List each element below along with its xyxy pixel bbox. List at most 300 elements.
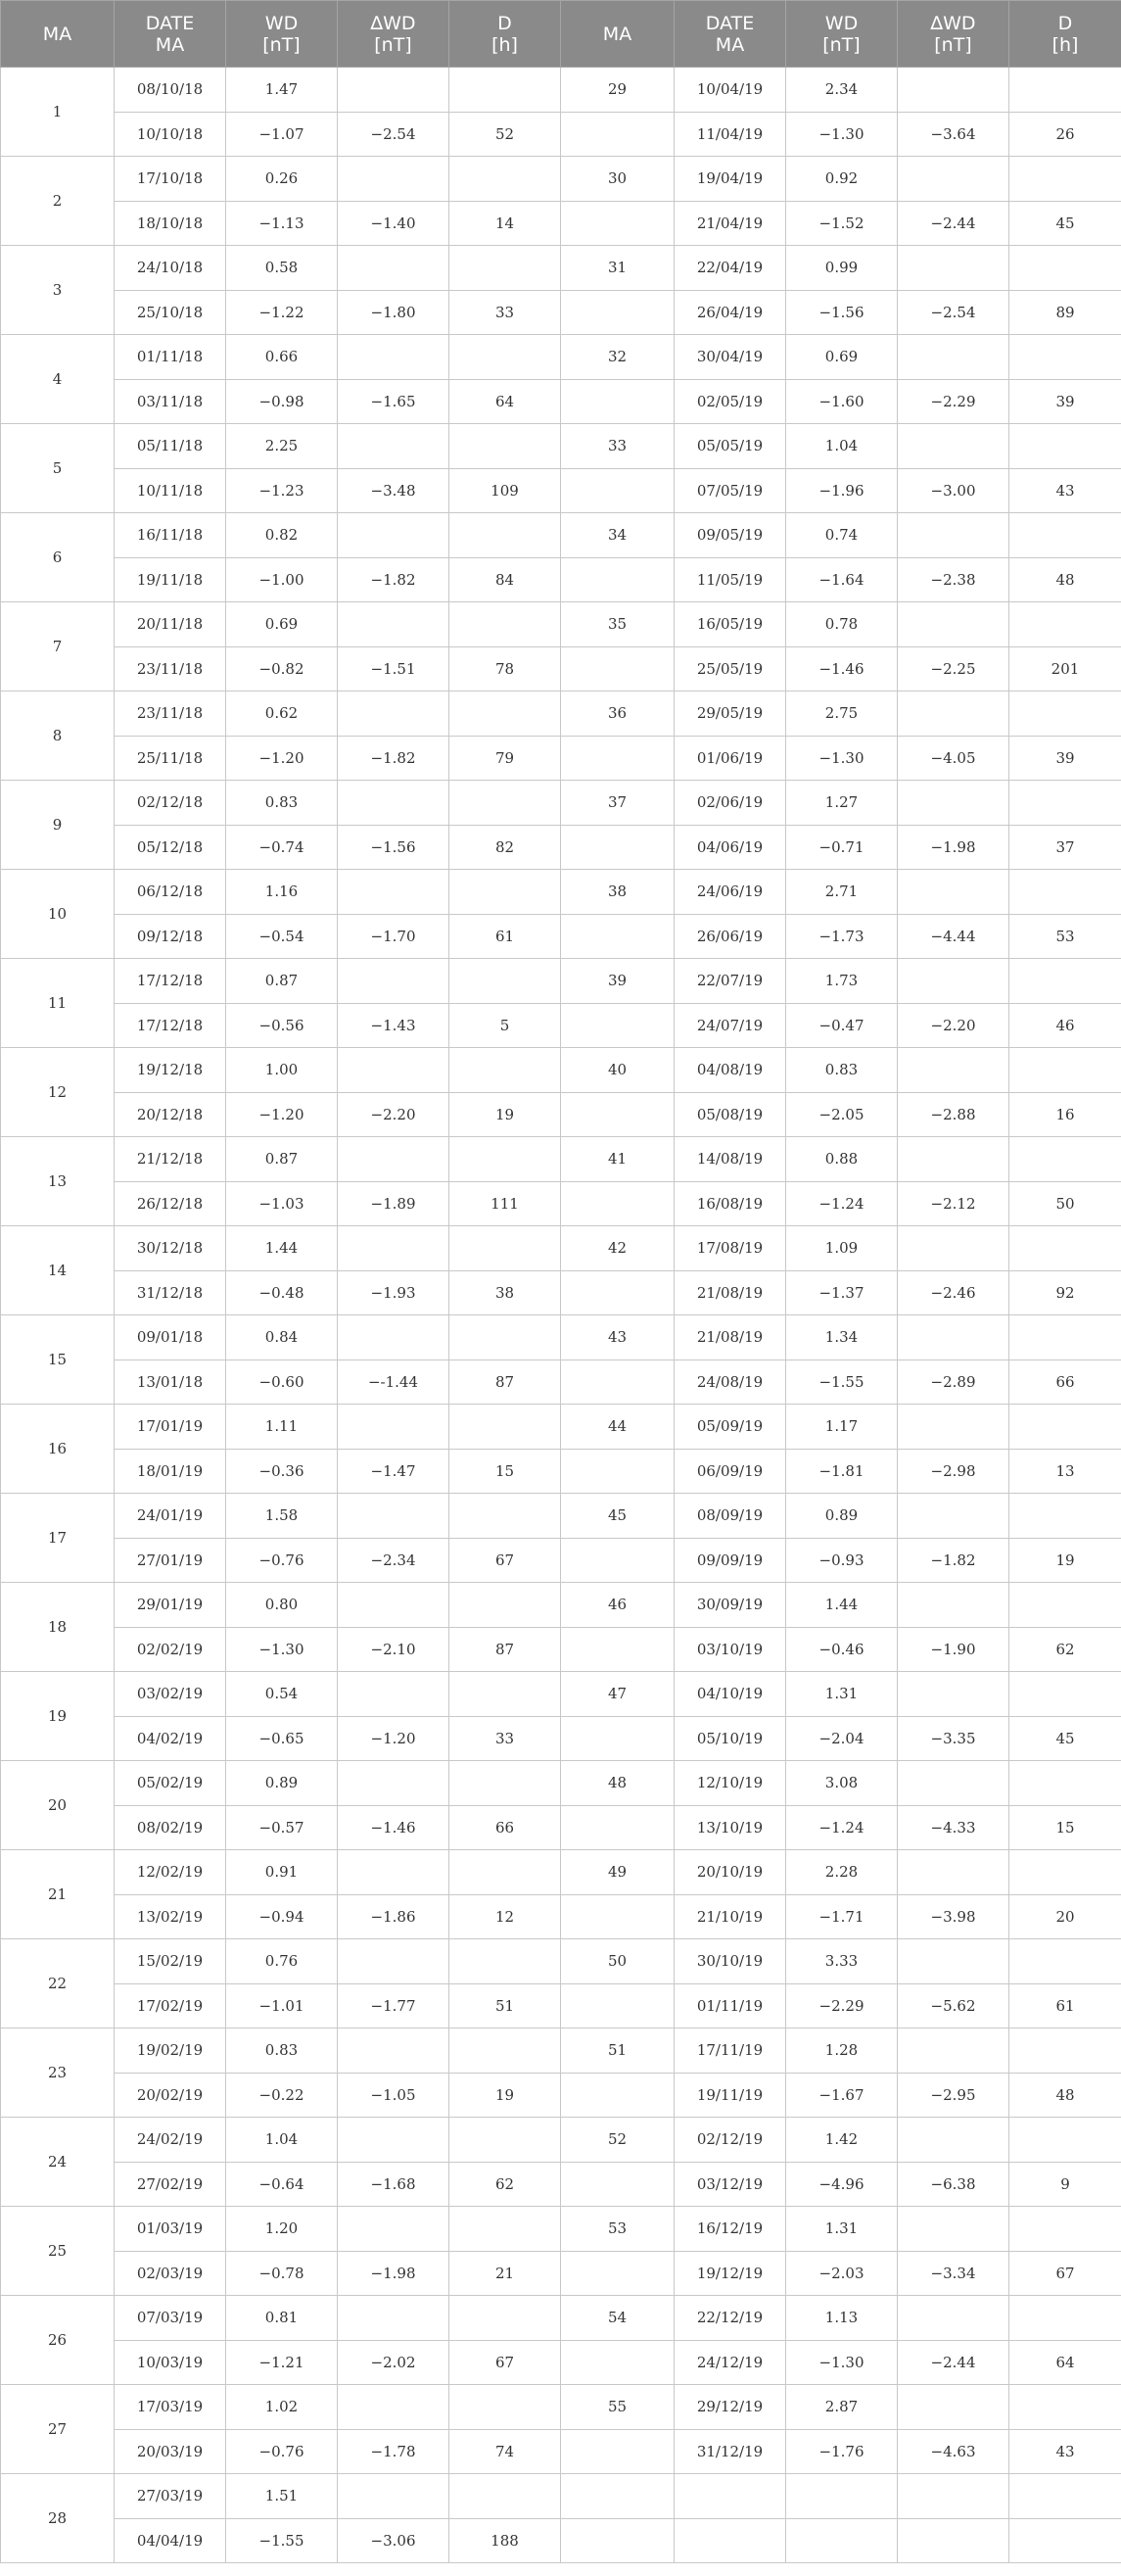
duration-cell: 62 bbox=[1009, 1627, 1121, 1672]
duration-cell bbox=[449, 1761, 561, 1806]
delta-wd-cell bbox=[338, 781, 449, 826]
delta-wd-cell: −1.82 bbox=[338, 736, 449, 781]
duration-cell: 84 bbox=[449, 557, 561, 602]
ma-number: 29 bbox=[561, 68, 675, 113]
duration-cell: 16 bbox=[1009, 1092, 1121, 1137]
duration-cell: 82 bbox=[449, 825, 561, 870]
table-row bbox=[1, 1983, 1121, 2028]
wd-cell: −1.07 bbox=[226, 112, 338, 157]
date-cell: 25/05/19 bbox=[675, 646, 786, 692]
duration-cell: 62 bbox=[449, 2162, 561, 2207]
wd-cell: 0.66 bbox=[226, 335, 338, 380]
ma-number: 22 bbox=[1, 1939, 115, 2028]
wd-cell: −1.71 bbox=[786, 1894, 898, 1939]
ma-number: 12 bbox=[1, 1048, 115, 1137]
table-row bbox=[1, 246, 1121, 291]
wd-cell: 1.73 bbox=[786, 959, 898, 1004]
date-cell: 21/04/19 bbox=[675, 201, 786, 246]
date-cell: 24/10/18 bbox=[115, 246, 226, 291]
delta-wd-cell: −4.63 bbox=[898, 2429, 1009, 2474]
delta-wd-cell: −1.89 bbox=[338, 1181, 449, 1226]
date-cell: 05/09/19 bbox=[675, 1405, 786, 1450]
delta-wd-cell: −2.25 bbox=[898, 646, 1009, 692]
delta-wd-cell bbox=[898, 1315, 1009, 1360]
table-body bbox=[1, 68, 1121, 2563]
wd-cell: −0.65 bbox=[226, 1716, 338, 1761]
delta-wd-cell: −2.44 bbox=[898, 201, 1009, 246]
delta-wd-cell bbox=[338, 692, 449, 737]
delta-wd-cell: −3.35 bbox=[898, 1716, 1009, 1761]
date-cell: 20/02/19 bbox=[115, 2073, 226, 2118]
delta-wd-cell: −2.20 bbox=[338, 1092, 449, 1137]
wd-cell: −0.71 bbox=[786, 825, 898, 870]
duration-cell: 19 bbox=[449, 1092, 561, 1137]
delta-wd-cell bbox=[898, 1048, 1009, 1093]
wd-cell: 1.31 bbox=[786, 2207, 898, 2252]
delta-wd-cell: −2.89 bbox=[898, 1360, 1009, 1405]
duration-cell bbox=[1009, 1048, 1121, 1093]
date-cell: 10/04/19 bbox=[675, 68, 786, 113]
ma-number: 41 bbox=[561, 1137, 675, 1182]
table-row bbox=[1, 2207, 1121, 2252]
table-row bbox=[1, 1939, 1121, 1984]
date-cell: 19/12/18 bbox=[115, 1048, 226, 1093]
date-cell: 07/05/19 bbox=[675, 468, 786, 513]
duration-cell: 19 bbox=[1009, 1538, 1121, 1583]
date-cell: 16/08/19 bbox=[675, 1181, 786, 1226]
ma-number bbox=[561, 2251, 675, 2296]
duration-cell bbox=[1009, 959, 1121, 1004]
ma-number bbox=[561, 1538, 675, 1583]
delta-wd-cell: −3.34 bbox=[898, 2251, 1009, 2296]
duration-cell bbox=[449, 2296, 561, 2341]
duration-cell bbox=[449, 513, 561, 558]
wd-cell: 0.62 bbox=[226, 692, 338, 737]
duration-cell: 20 bbox=[1009, 1894, 1121, 1939]
delta-wd-cell bbox=[338, 1137, 449, 1182]
delta-wd-cell: −1.82 bbox=[898, 1538, 1009, 1583]
delta-wd-cell bbox=[338, 2028, 449, 2074]
duration-cell: 15 bbox=[1009, 1805, 1121, 1850]
date-cell: 16/12/19 bbox=[675, 2207, 786, 2252]
ma-number: 24 bbox=[1, 2118, 115, 2207]
wd-cell: −0.36 bbox=[226, 1449, 338, 1494]
ma-number bbox=[561, 646, 675, 692]
delta-wd-cell: −2.95 bbox=[898, 2073, 1009, 2118]
delta-wd-cell: −1.40 bbox=[338, 201, 449, 246]
date-cell: 30/10/19 bbox=[675, 1939, 786, 1984]
delta-wd-cell: −2.34 bbox=[338, 1538, 449, 1583]
delta-wd-cell: −1.05 bbox=[338, 2073, 449, 2118]
ma-number bbox=[561, 557, 675, 602]
duration-cell bbox=[449, 1939, 561, 1984]
delta-wd-cell bbox=[898, 870, 1009, 915]
date-cell: 21/08/19 bbox=[675, 1270, 786, 1315]
duration-cell bbox=[449, 1137, 561, 1182]
wd-cell: −1.22 bbox=[226, 290, 338, 335]
duration-cell bbox=[1009, 870, 1121, 915]
duration-cell bbox=[1009, 1672, 1121, 1717]
delta-wd-cell: −1.56 bbox=[338, 825, 449, 870]
duration-cell bbox=[449, 1315, 561, 1360]
date-cell: 09/01/18 bbox=[115, 1315, 226, 1360]
delta-wd-cell bbox=[898, 68, 1009, 113]
ma-number bbox=[561, 1716, 675, 1761]
ma-number bbox=[561, 1805, 675, 1850]
delta-wd-cell bbox=[338, 513, 449, 558]
date-cell: 30/12/18 bbox=[115, 1226, 226, 1271]
date-cell: 04/06/19 bbox=[675, 825, 786, 870]
date-cell: 18/10/18 bbox=[115, 201, 226, 246]
table-row bbox=[1, 1226, 1121, 1271]
ma-number: 40 bbox=[561, 1048, 675, 1093]
wd-cell: 1.20 bbox=[226, 2207, 338, 2252]
wd-cell: 0.91 bbox=[226, 1850, 338, 1895]
duration-cell bbox=[1009, 157, 1121, 202]
delta-wd-cell: −1.98 bbox=[338, 2251, 449, 2296]
wd-cell: 0.69 bbox=[786, 335, 898, 380]
date-cell: 05/12/18 bbox=[115, 825, 226, 870]
wd-cell: −1.55 bbox=[786, 1360, 898, 1405]
delta-wd-cell bbox=[338, 2207, 449, 2252]
table-row bbox=[1, 1181, 1121, 1226]
wd-cell: 1.44 bbox=[786, 1583, 898, 1628]
duration-cell: 39 bbox=[1009, 379, 1121, 424]
delta-wd-cell bbox=[338, 1761, 449, 1806]
ma-number: 54 bbox=[561, 2296, 675, 2341]
wd-cell: −1.30 bbox=[786, 736, 898, 781]
date-cell: 05/10/19 bbox=[675, 1716, 786, 1761]
delta-wd-cell: −1.43 bbox=[338, 1003, 449, 1048]
wd-cell: 1.42 bbox=[786, 2118, 898, 2163]
date-cell: 08/10/18 bbox=[115, 68, 226, 113]
duration-cell: 33 bbox=[449, 1716, 561, 1761]
ma-number: 1 bbox=[1, 68, 115, 157]
wd-cell: −1.23 bbox=[226, 468, 338, 513]
date-cell: 21/10/19 bbox=[675, 1894, 786, 1939]
duration-cell: 38 bbox=[449, 1270, 561, 1315]
table-row bbox=[1, 1449, 1121, 1494]
table-row bbox=[1, 646, 1121, 692]
delta-wd-cell: −1.68 bbox=[338, 2162, 449, 2207]
duration-cell: 26 bbox=[1009, 112, 1121, 157]
wd-cell: 0.83 bbox=[226, 2028, 338, 2074]
date-cell: 24/12/19 bbox=[675, 2340, 786, 2385]
duration-cell: 43 bbox=[1009, 468, 1121, 513]
wd-cell: 0.99 bbox=[786, 246, 898, 291]
table-row bbox=[1, 2474, 1121, 2519]
duration-cell: 13 bbox=[1009, 1449, 1121, 1494]
duration-cell bbox=[1009, 2296, 1121, 2341]
table-row bbox=[1, 870, 1121, 915]
delta-wd-cell bbox=[338, 68, 449, 113]
date-cell: 08/09/19 bbox=[675, 1494, 786, 1539]
date-cell: 17/03/19 bbox=[115, 2385, 226, 2430]
wd-cell: 1.34 bbox=[786, 1315, 898, 1360]
ma-number bbox=[561, 201, 675, 246]
ma-number bbox=[561, 1181, 675, 1226]
duration-cell: 67 bbox=[449, 1538, 561, 1583]
ma-number: 3 bbox=[1, 246, 115, 335]
date-cell: 20/10/19 bbox=[675, 1850, 786, 1895]
wd-cell: 0.81 bbox=[226, 2296, 338, 2341]
duration-cell bbox=[1009, 781, 1121, 826]
date-cell: 31/12/18 bbox=[115, 1270, 226, 1315]
delta-wd-cell: −5.62 bbox=[898, 1983, 1009, 2028]
delta-wd-cell bbox=[338, 1939, 449, 1984]
date-cell: 01/11/18 bbox=[115, 335, 226, 380]
duration-cell: 64 bbox=[449, 379, 561, 424]
delta-wd-cell bbox=[338, 1315, 449, 1360]
wd-cell: −1.52 bbox=[786, 201, 898, 246]
wd-cell: −0.22 bbox=[226, 2073, 338, 2118]
duration-cell: 52 bbox=[449, 112, 561, 157]
wd-cell: 0.26 bbox=[226, 157, 338, 202]
wd-cell: −2.05 bbox=[786, 1092, 898, 1137]
delta-wd-cell bbox=[898, 959, 1009, 1004]
duration-cell bbox=[449, 1226, 561, 1271]
table-row bbox=[1, 201, 1121, 246]
duration-cell bbox=[449, 781, 561, 826]
wd-cell: 1.58 bbox=[226, 1494, 338, 1539]
delta-wd-cell: −1.98 bbox=[898, 825, 1009, 870]
wd-cell: −1.24 bbox=[786, 1805, 898, 1850]
date-cell: 17/10/18 bbox=[115, 157, 226, 202]
table-row bbox=[1, 825, 1121, 870]
table-row bbox=[1, 157, 1121, 202]
ma-number: 55 bbox=[561, 2385, 675, 2430]
duration-cell bbox=[1009, 1405, 1121, 1450]
delta-wd-cell bbox=[898, 1939, 1009, 1984]
table-row bbox=[1, 1360, 1121, 1405]
delta-wd-cell: −1.93 bbox=[338, 1270, 449, 1315]
date-cell: 04/04/19 bbox=[115, 2518, 226, 2563]
table-row bbox=[1, 1137, 1121, 1182]
delta-wd-cell bbox=[898, 1761, 1009, 1806]
date-cell: 22/04/19 bbox=[675, 246, 786, 291]
duration-cell: 74 bbox=[449, 2429, 561, 2474]
duration-cell bbox=[449, 2385, 561, 2430]
table-row bbox=[1, 379, 1121, 424]
table-row bbox=[1, 1805, 1121, 1850]
table-row bbox=[1, 1092, 1121, 1137]
delta-wd-cell: −2.54 bbox=[898, 290, 1009, 335]
date-cell: 11/04/19 bbox=[675, 112, 786, 157]
ma-number bbox=[561, 825, 675, 870]
wd-cell: 1.16 bbox=[226, 870, 338, 915]
table-row bbox=[1, 2251, 1121, 2296]
date-cell: 24/08/19 bbox=[675, 1360, 786, 1405]
date-cell: 03/12/19 bbox=[675, 2162, 786, 2207]
date-cell: 04/08/19 bbox=[675, 1048, 786, 1093]
duration-cell bbox=[449, 1494, 561, 1539]
ma-number: 43 bbox=[561, 1315, 675, 1360]
date-cell: 21/08/19 bbox=[675, 1315, 786, 1360]
table-row bbox=[1, 2296, 1121, 2341]
delta-wd-cell bbox=[338, 1494, 449, 1539]
ma-number: 27 bbox=[1, 2385, 115, 2474]
date-cell: 24/06/19 bbox=[675, 870, 786, 915]
duration-cell bbox=[1009, 2385, 1121, 2430]
duration-cell: 14 bbox=[449, 201, 561, 246]
table-row bbox=[1, 1494, 1121, 1539]
wd-cell: −1.30 bbox=[786, 2340, 898, 2385]
date-cell: 20/12/18 bbox=[115, 1092, 226, 1137]
wd-cell: −1.21 bbox=[226, 2340, 338, 2385]
duration-cell bbox=[449, 1405, 561, 1450]
ma-number: 15 bbox=[1, 1315, 115, 1405]
duration-cell bbox=[1009, 1583, 1121, 1628]
empty-cell bbox=[561, 2518, 675, 2563]
date-cell: 06/09/19 bbox=[675, 1449, 786, 1494]
wd-cell: −1.30 bbox=[786, 112, 898, 157]
wd-cell: −0.74 bbox=[226, 825, 338, 870]
duration-cell: 43 bbox=[1009, 2429, 1121, 2474]
duration-cell bbox=[449, 2118, 561, 2163]
table-row bbox=[1, 1672, 1121, 1717]
duration-cell bbox=[1009, 2207, 1121, 2252]
delta-wd-cell bbox=[898, 1672, 1009, 1717]
delta-wd-cell: −1.77 bbox=[338, 1983, 449, 2028]
wd-cell: −2.04 bbox=[786, 1716, 898, 1761]
duration-cell: 111 bbox=[449, 1181, 561, 1226]
duration-cell bbox=[1009, 335, 1121, 380]
empty-cell bbox=[1009, 2474, 1121, 2519]
duration-cell bbox=[1009, 1850, 1121, 1895]
date-cell: 15/02/19 bbox=[115, 1939, 226, 1984]
table-row bbox=[1, 1627, 1121, 1672]
delta-wd-cell: −4.44 bbox=[898, 914, 1009, 959]
ma-number: 51 bbox=[561, 2028, 675, 2074]
date-cell: 20/11/18 bbox=[115, 602, 226, 647]
table-row bbox=[1, 602, 1121, 647]
wd-cell: −1.00 bbox=[226, 557, 338, 602]
duration-cell bbox=[1009, 2118, 1121, 2163]
date-cell: 24/02/19 bbox=[115, 2118, 226, 2163]
table-row bbox=[1, 2162, 1121, 2207]
duration-cell bbox=[449, 157, 561, 202]
delta-wd-cell bbox=[338, 2474, 449, 2519]
delta-wd-cell bbox=[338, 335, 449, 380]
date-cell: 20/03/19 bbox=[115, 2429, 226, 2474]
date-cell: 10/11/18 bbox=[115, 468, 226, 513]
wd-cell: 1.17 bbox=[786, 1405, 898, 1450]
date-cell: 11/05/19 bbox=[675, 557, 786, 602]
wd-cell: −0.56 bbox=[226, 1003, 338, 1048]
duration-cell: 87 bbox=[449, 1627, 561, 1672]
ma-number: 46 bbox=[561, 1583, 675, 1628]
date-cell: 23/11/18 bbox=[115, 692, 226, 737]
table-row bbox=[1, 513, 1121, 558]
duration-cell bbox=[449, 68, 561, 113]
duration-cell bbox=[449, 246, 561, 291]
ma-number: 38 bbox=[561, 870, 675, 915]
delta-wd-cell: −2.98 bbox=[898, 1449, 1009, 1494]
date-cell: 16/05/19 bbox=[675, 602, 786, 647]
duration-cell bbox=[449, 1672, 561, 1717]
ma-number: 33 bbox=[561, 424, 675, 469]
duration-cell: 39 bbox=[1009, 736, 1121, 781]
ma-number bbox=[561, 112, 675, 157]
date-cell: 27/03/19 bbox=[115, 2474, 226, 2519]
duration-cell bbox=[1009, 1137, 1121, 1182]
date-cell: 02/12/19 bbox=[675, 2118, 786, 2163]
date-cell: 27/01/19 bbox=[115, 1538, 226, 1583]
duration-cell: 33 bbox=[449, 290, 561, 335]
delta-wd-cell: −2.10 bbox=[338, 1627, 449, 1672]
date-cell: 02/03/19 bbox=[115, 2251, 226, 2296]
wd-cell: −1.60 bbox=[786, 379, 898, 424]
ma-number bbox=[561, 914, 675, 959]
ma-number: 11 bbox=[1, 959, 115, 1048]
delta-wd-cell bbox=[898, 513, 1009, 558]
wd-cell: −1.03 bbox=[226, 1181, 338, 1226]
table-row bbox=[1, 557, 1121, 602]
wd-cell: −0.82 bbox=[226, 646, 338, 692]
duration-cell bbox=[1009, 602, 1121, 647]
delta-wd-cell bbox=[898, 1850, 1009, 1895]
date-cell: 24/01/19 bbox=[115, 1494, 226, 1539]
ma-number bbox=[561, 1894, 675, 1939]
ma-number: 26 bbox=[1, 2296, 115, 2385]
date-cell: 01/06/19 bbox=[675, 736, 786, 781]
duration-cell: 67 bbox=[1009, 2251, 1121, 2296]
duration-cell: 37 bbox=[1009, 825, 1121, 870]
date-cell: 16/11/18 bbox=[115, 513, 226, 558]
delta-wd-cell: −3.00 bbox=[898, 468, 1009, 513]
date-cell: 17/12/18 bbox=[115, 1003, 226, 1048]
delta-wd-cell: −1.90 bbox=[898, 1627, 1009, 1672]
duration-cell bbox=[1009, 1494, 1121, 1539]
date-cell: 29/01/19 bbox=[115, 1583, 226, 1628]
duration-cell bbox=[449, 2028, 561, 2074]
wd-cell: 0.54 bbox=[226, 1672, 338, 1717]
delta-wd-cell bbox=[898, 1494, 1009, 1539]
delta-wd-cell: −2.88 bbox=[898, 1092, 1009, 1137]
table-row bbox=[1, 2028, 1121, 2074]
duration-cell: 89 bbox=[1009, 290, 1121, 335]
wd-cell: −0.76 bbox=[226, 1538, 338, 1583]
delta-wd-cell: −1.70 bbox=[338, 914, 449, 959]
date-cell: 19/02/19 bbox=[115, 2028, 226, 2074]
date-cell: 10/03/19 bbox=[115, 2340, 226, 2385]
ma-number: 35 bbox=[561, 602, 675, 647]
ma-number: 7 bbox=[1, 602, 115, 692]
wd-cell: 3.33 bbox=[786, 1939, 898, 1984]
wd-cell: 0.78 bbox=[786, 602, 898, 647]
date-cell: 03/11/18 bbox=[115, 379, 226, 424]
table-row bbox=[1, 736, 1121, 781]
ma-number: 20 bbox=[1, 1761, 115, 1850]
date-cell: 10/10/18 bbox=[115, 112, 226, 157]
date-cell: 17/12/18 bbox=[115, 959, 226, 1004]
ma-number: 6 bbox=[1, 513, 115, 602]
delta-wd-cell bbox=[898, 1137, 1009, 1182]
wd-cell: −1.13 bbox=[226, 201, 338, 246]
empty-cell bbox=[675, 2518, 786, 2563]
wd-cell: 1.00 bbox=[226, 1048, 338, 1093]
ma-number: 44 bbox=[561, 1405, 675, 1450]
duration-cell bbox=[449, 335, 561, 380]
date-cell: 19/04/19 bbox=[675, 157, 786, 202]
wd-cell: −0.94 bbox=[226, 1894, 338, 1939]
delta-wd-cell: −1.80 bbox=[338, 290, 449, 335]
empty-cell bbox=[561, 2474, 675, 2519]
delta-wd-cell bbox=[338, 1226, 449, 1271]
wd-cell: 1.28 bbox=[786, 2028, 898, 2074]
delta-wd-cell bbox=[338, 959, 449, 1004]
duration-cell: 109 bbox=[449, 468, 561, 513]
